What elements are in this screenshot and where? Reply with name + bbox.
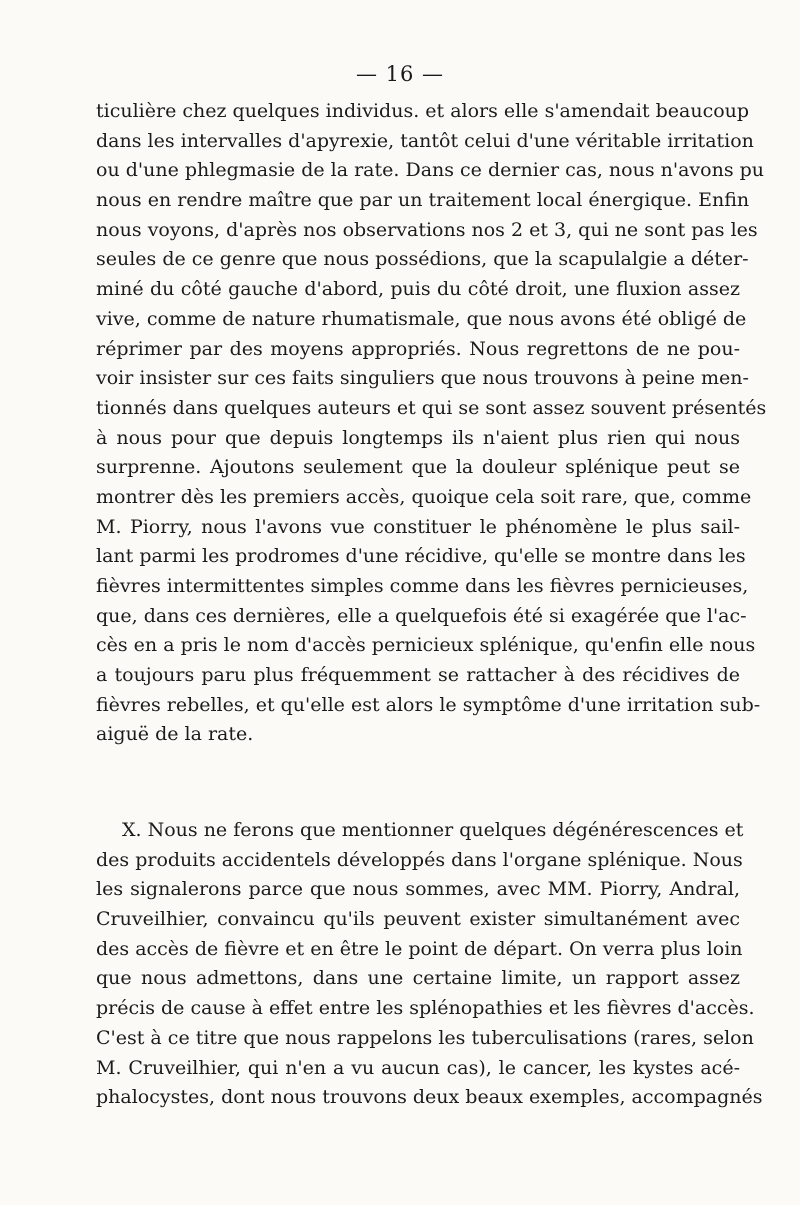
paragraph-1 [96,97,767,750]
text-line: réprimer par des moyens appropriés. Nous regrettons de ne pou- [96,337,740,360]
text-line: nous voyons, d'après nos observations nos 2 et 3, qui ne sont pas les [96,218,758,241]
text-line: miné du côté gauche d'abord, puis du côté droit, une fluxion assez [96,278,740,301]
text-line: nous en rendre maître que par un traitement local énergique. Enfin [96,189,750,212]
text-line: fièvres rebelles, et qu'elle est alors le symptôme d'une irritation sub- [96,693,761,716]
text-line: à nous pour que depuis longtemps ils n'aient plus rien qui nous [96,426,740,449]
text-line: Cruveilhier, convaincu qu'ils peuvent exister simultanément avec [96,908,740,931]
text-line: aiguë de la rate. [96,723,254,746]
text-line: les signalerons parce que nous sommes, avec MM. Piorry, Andral, [96,878,740,901]
text-line: C'est à ce titre que nous rappelons les tuberculisations (rares, selon [96,1026,754,1049]
text-line: M. Piorry, nous l'avons vue constituer le phénomène le plus sail- [96,515,740,538]
text-line: ou d'une phlegmasie de la rate. Dans ce dernier cas, nous n'avons pu [96,159,765,182]
text-line: ticulière chez quelques individus. et alors elle s'amendait beaucoup [96,100,750,122]
text-line: montrer dès les premiers accès, quoique cela soit rare, que, comme [96,485,752,508]
paragraph-2 [96,816,763,1113]
text-line: dans les intervalles d'apyrexie, tantôt celui d'une véritable irritation [96,129,754,152]
text-line: tionnés dans quelques auteurs et qui se sont assez souvent présentés [96,396,767,419]
text-line: lant parmi les prodromes d'une récidive, qu'elle se montre dans les [96,545,746,568]
text-line: M. Cruveilhier, qui n'en a vu aucun cas), le cancer, les kystes acé- [96,1056,740,1079]
text-line: vive, comme de nature rhumatismale, que nous avons été obligé de [96,307,747,330]
text-line: surprenne. Ajoutons seulement que la douleur splénique peut se [96,456,740,479]
text-line: seules de ce genre que nous possédions, que la scapulalgie a déter- [96,248,749,271]
text-line: que, dans ces dernières, elle a quelquefois été si exagérée que l'ac- [96,604,747,627]
text-line: cès en a pris le nom d'accès pernicieux splénique, qu'enfin elle nous [96,634,756,657]
text-line: X. Nous ne ferons que mentionner quelques dégénérescences et [122,819,744,841]
text-line: voir insister sur ces faits singuliers que nous trouvons à peine men- [96,367,749,390]
text-line: des accès de fièvre et en être le point de départ. On verra plus loin [96,937,743,960]
text-line: des produits accidentels développés dans l'organe splénique. Nous [96,848,743,871]
text-line: fièvres intermittentes simples comme dans les fièvres pernicieuses, [96,575,749,597]
text-line: phalocystes, dont nous trouvons deux beaux exemples, accompagnés [96,1086,763,1109]
page-number: — 16 — [355,62,445,86]
text-line: a toujours paru plus fréquemment se rattacher à des récidives de [96,664,740,687]
text-line: que nous admettons, dans une certaine limite, un rapport assez [96,967,740,990]
text-line: précis de cause à effet entre les splénopathies et les fièvres d'accès. [96,997,755,1020]
